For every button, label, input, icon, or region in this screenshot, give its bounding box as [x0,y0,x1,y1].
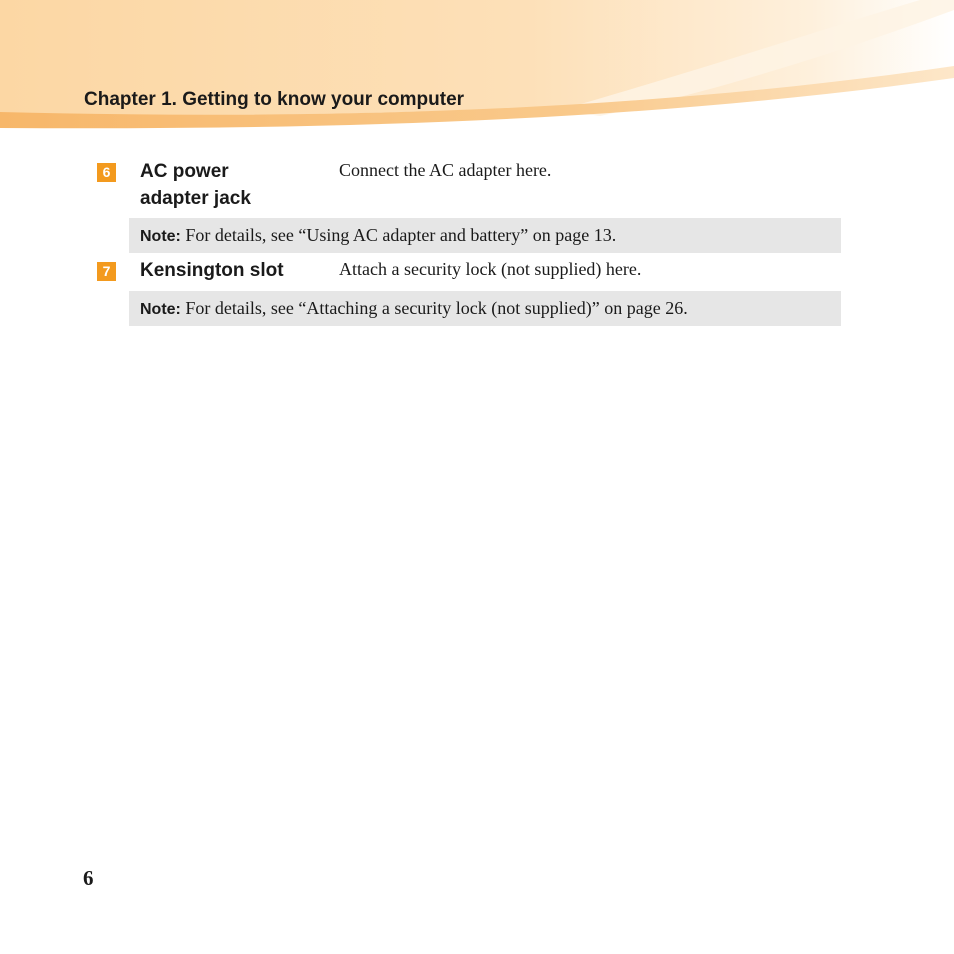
chapter-title: Chapter 1. Getting to know your computer [84,89,465,110]
item-label-kensington-slot [140,257,284,284]
page-number: 6 [83,866,94,890]
note-box-kensington [129,291,841,326]
item-label-line: Kensington slot [140,260,284,281]
note-text: For details, see “Attaching a security lock (not supplied)” on page 26. [180,298,688,318]
note-label: Note: [140,301,181,318]
note-text: For details, see “Using AC adapter and battery” on page 13. [180,225,617,245]
note-label: Note: [140,228,181,245]
item-label-ac-power-adapter-jack [140,158,251,212]
item-label-line: adapter jack [140,188,251,209]
item-description-kensington: Attach a security lock (not supplied) here. [339,259,642,279]
item-description-ac-power: Connect the AC adapter here. [339,160,552,180]
item-number-badge-6: 6 [97,163,116,182]
note-box-ac-power [129,218,841,253]
item-label-line: AC power [140,161,229,182]
item-number-badge-7: 7 [97,262,116,281]
